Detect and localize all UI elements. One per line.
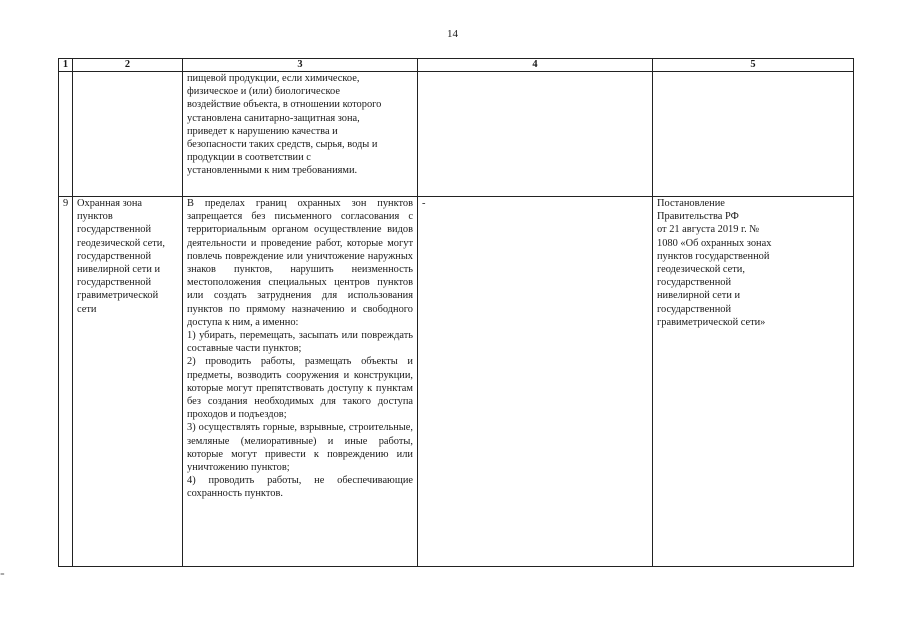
zone-name: Охранная зона пунктов государственной геодезической сети, государственной нивелирной сети и государственной гравиметрической сети (73, 197, 183, 567)
column-header-5: 5 (653, 59, 854, 72)
column-header-3: 3 (183, 59, 418, 72)
table-row-continuation (59, 72, 854, 197)
column-header-1: 1 (59, 59, 73, 72)
restriction-intro: В пределах границ охранных зон пунктов запрещается без письменного согласования с территориальным органом осуществление видов деятельности и проведение работ, которые могут повлечь повреждение или уничтожение наружных знаков пунктов, нарушить неизменность местоположения специальных центров пунктов или создать затруднения для использования пунктов по прямому назначению и свободного доступа к ним, а именно: (187, 198, 413, 328)
cell-col4 (418, 72, 653, 197)
cell-restrictions: пищевой продукции, если химическое, физическое и (или) биологическое воздействие объекта, в отношении которого установлена санитарно-защитная зона, приведет к нарушению качества и безопасности таких средств, сырья, воды и продукции в соответствии с установленными к ним требованиями. (183, 72, 418, 197)
cell-zone-name (73, 72, 183, 197)
restrictions-table (58, 58, 854, 567)
cell-number (59, 72, 73, 197)
restriction-item-1: 1) убирать, перемещать, засыпать или повреждать составные части пунктов; (187, 330, 413, 355)
legal-basis: Постановление Правительства РФ от 21 августа 2019 г. № 1080 «Об охранных зонах пунктов государственной геодезической сети, государственной нивелирной сети и государственной гравиметрической сети» (653, 197, 854, 567)
row-number: 9 (59, 197, 73, 567)
cell-basis (653, 72, 854, 197)
restriction-item-3: 3) осуществлять горные, взрывные, строительные, земляные (мелиоративные) и иные работы, которые могут привести к повреждению или уничтожению пунктов; (187, 422, 413, 474)
page-number: 14 (447, 28, 458, 40)
restriction-item-4: 4) проводить работы, не обеспечивающие сохранность пунктов. (187, 475, 413, 500)
margin-mark: ⁼ (0, 570, 5, 580)
column-header-2: 2 (73, 59, 183, 72)
col4-dash: - (418, 197, 653, 567)
restrictions-cell (183, 197, 418, 567)
table-header-row (59, 59, 854, 72)
table-row-9 (59, 197, 854, 567)
column-header-4: 4 (418, 59, 653, 72)
restriction-item-2: 2) проводить работы, размещать объекты и предметы, возводить сооружения и конструкции, которые могут препятствовать доступу к пунктам без создания необходимых для такого доступа проходов и подъездов; (187, 356, 413, 421)
